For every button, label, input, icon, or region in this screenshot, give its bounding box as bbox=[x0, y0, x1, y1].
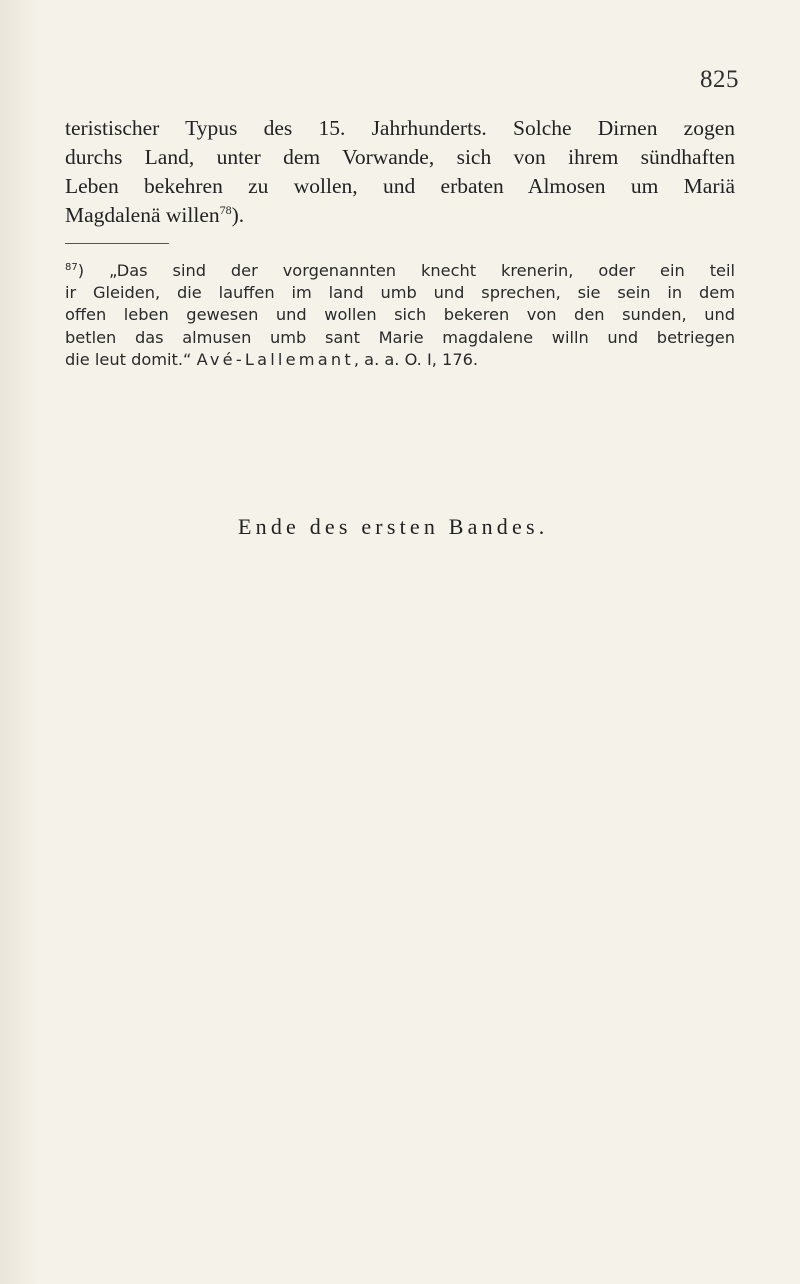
footnote-citation: , a. a. O. I, 176. bbox=[353, 349, 479, 369]
body-line: teristischer Typus des 15. Jahrhunderts. Solche Dirnen zogen bbox=[65, 116, 735, 140]
footnote-line: offen leben gewesen und wollen sich bekeren von den sunden, und bbox=[65, 305, 735, 325]
footnote bbox=[65, 260, 735, 371]
footnote-reference: 78 bbox=[219, 203, 232, 217]
footnote-line-text: ) „Das sind der vorgenannten knecht krenerin, oder ein teil bbox=[77, 261, 735, 280]
footnote-marker: 87 bbox=[65, 262, 78, 273]
page-number: 825 bbox=[700, 66, 739, 93]
body-line-end: ). bbox=[231, 203, 245, 227]
end-of-volume-note: Ende des ersten Bandes. bbox=[238, 514, 549, 539]
body-line: durchs Land, unter dem Vorwande, sich von ihrem sündhaften bbox=[65, 145, 735, 169]
footnote-author: Avé-Lallemant bbox=[196, 349, 354, 369]
footnote-line bbox=[65, 260, 735, 282]
body-line-text: Magdalenä willen bbox=[65, 203, 220, 227]
footnote-line: betlen das almusen umb sant Marie magdalene willn und betriegen bbox=[65, 327, 735, 347]
body-line: Leben bekehren zu wollen, und erbaten Almosen um Mariä bbox=[65, 174, 735, 198]
footnote-line: ir Gleiden, die lauffen im land umb und sprechen, sie sein in dem bbox=[65, 283, 735, 303]
body-paragraph bbox=[65, 114, 735, 230]
footnote-line-last bbox=[65, 349, 735, 371]
footnote-separator bbox=[65, 243, 169, 244]
body-line-last bbox=[65, 201, 735, 230]
footnote-quote-end: die leut domit.“ bbox=[65, 349, 192, 369]
